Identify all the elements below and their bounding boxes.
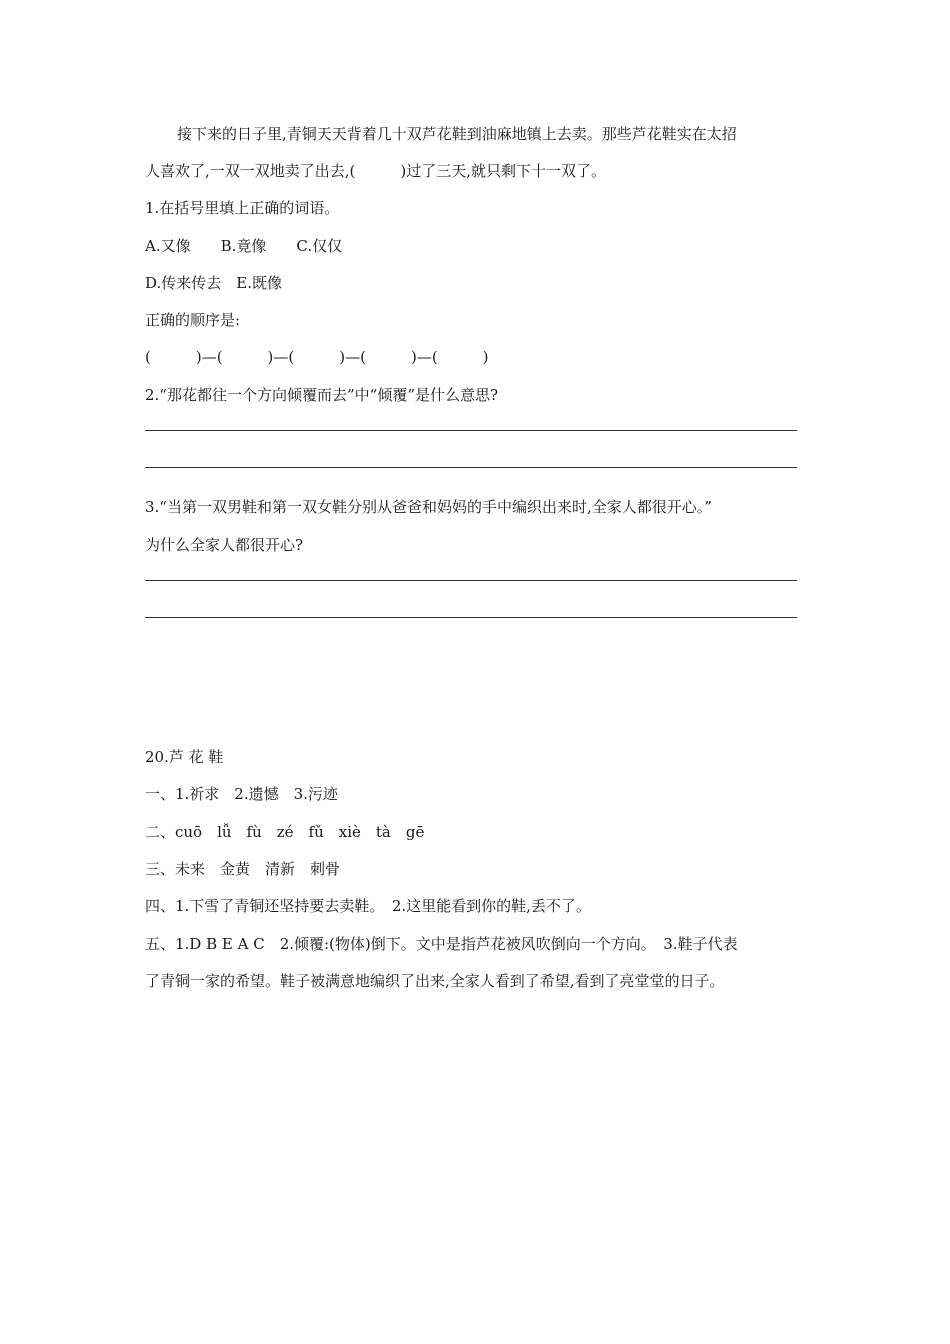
question-1-options-row-1: A.又像 B.竟像 C.仅仅 <box>145 237 343 255</box>
answer-section-2: 二、cuō lǚ fù zé fǔ xiè tà gē <box>145 823 425 841</box>
question-3-prompt-line-2: 为什么全家人都很开心? <box>145 536 304 554</box>
answer-section-4: 四、1.下雪了青铜还坚持要去卖鞋。 2.这里能看到你的鞋,丢不了。 <box>145 897 591 915</box>
answer-line <box>145 430 797 431</box>
passage-line-1: 接下来的日子里,青铜天天背着几十双芦花鞋到油麻地镇上去卖。那些芦花鞋实在太招 <box>177 125 737 143</box>
question-3-prompt-line-1: 3.“当第一双男鞋和第一双女鞋分别从爸爸和妈妈的手中编织出来时,全家人都很开心。” <box>145 498 712 516</box>
answer-section-5-line-2: 了青铜一家的希望。鞋子被满意地编织了出来,全家人看到了希望,看到了亮堂堂的日子。 <box>145 972 725 990</box>
answer-section-5-line-1: 五、1.D B E A C 2.倾覆:(物体)倒下。文中是指芦花被风吹倒向一个方向。 3.鞋子代表 <box>145 935 738 953</box>
answer-section-1: 一、1.祈求 2.遗憾 3.污迹 <box>145 785 338 803</box>
question-1-options-row-2: D.传来传去 E.既像 <box>145 274 282 292</box>
answer-line <box>145 580 797 581</box>
answer-line <box>145 617 797 618</box>
answer-section-3: 三、未来 金黄 清新 刺骨 <box>145 860 341 878</box>
question-1-prompt: 1.在括号里填上正确的词语。 <box>145 199 340 217</box>
answer-line <box>145 467 797 468</box>
question-2-prompt: 2.“那花都往一个方向倾覆而去”中“倾覆”是什么意思? <box>145 386 499 404</box>
question-1-order-label: 正确的顺序是: <box>145 311 241 329</box>
passage-line-2: 人喜欢了,一双一双地卖了出去,( )过了三天,就只剩下十一双了。 <box>145 162 607 180</box>
question-1-order-blanks: ( )—( )—( )—( )—( ) <box>145 348 489 366</box>
answer-key-title: 20.芦 花 鞋 <box>145 748 224 766</box>
